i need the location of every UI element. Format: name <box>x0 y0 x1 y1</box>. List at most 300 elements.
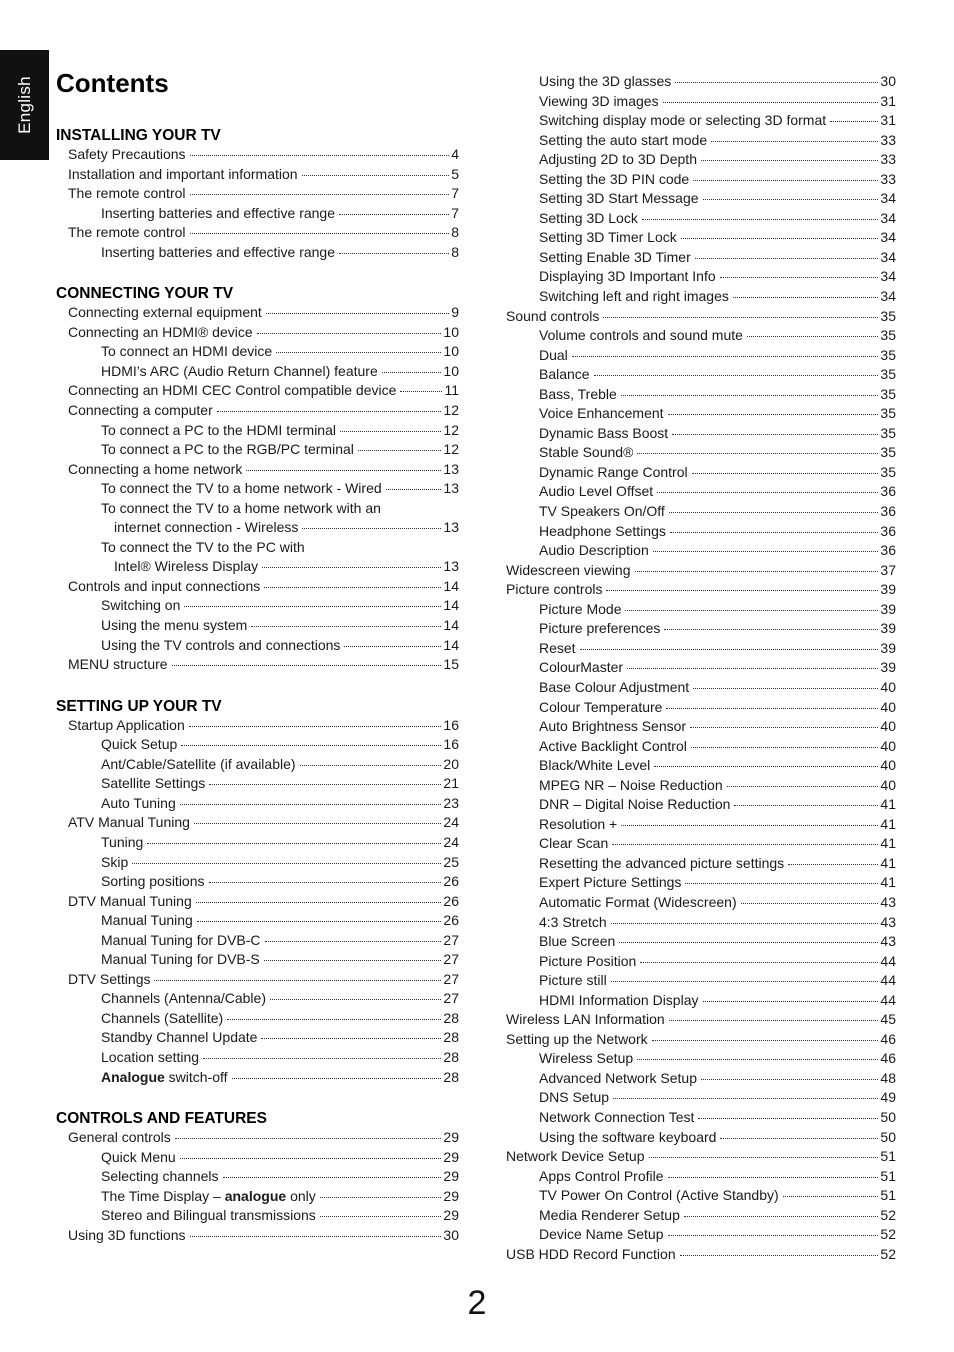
dot-leader <box>209 784 441 785</box>
toc-entry-page: 29 <box>443 1129 459 1146</box>
dot-leader <box>685 883 878 884</box>
toc-entry-page: 9 <box>451 304 459 321</box>
toc-entry-page: 45 <box>880 1011 896 1028</box>
toc-entry-label: Device Name Setup <box>539 1226 664 1243</box>
dot-leader <box>382 372 442 373</box>
toc-entry <box>506 1088 896 1108</box>
toc-entry-label: Using the TV controls and connections <box>101 636 341 653</box>
toc-entry-label: Balance <box>539 366 590 383</box>
toc-entry-page: 24 <box>443 833 459 850</box>
toc-entry-label: Tuning <box>101 833 144 850</box>
toc-entry-page: 7 <box>451 185 459 202</box>
toc-entry-page: 36 <box>880 522 896 539</box>
dot-leader <box>180 1158 442 1159</box>
toc-entry-page: 11 <box>444 382 459 399</box>
toc-entry-label: Location setting <box>101 1048 200 1065</box>
toc-entry-label: Using the menu system <box>101 617 248 634</box>
dot-leader <box>783 1196 879 1197</box>
toc-entry-label: The remote control <box>68 185 186 202</box>
toc-entry-emphasis: analogue <box>224 1187 287 1204</box>
toc-entry-page: 34 <box>880 248 896 265</box>
section-spacer <box>56 1087 459 1109</box>
toc-entry <box>506 893 896 913</box>
dot-leader <box>246 470 441 471</box>
toc-entry <box>506 131 896 151</box>
toc-entry-page: 36 <box>880 483 896 500</box>
toc-entry <box>506 267 896 287</box>
toc-entry-page: 26 <box>443 912 459 929</box>
toc-entry-page: 40 <box>880 678 896 695</box>
toc-entry <box>56 479 459 499</box>
dot-leader <box>703 1001 879 1002</box>
toc-entry <box>506 443 896 463</box>
toc-entry-page: 13 <box>443 558 459 575</box>
toc-entry-page: 10 <box>443 343 459 360</box>
dot-leader <box>703 199 879 200</box>
toc-entry <box>506 502 896 522</box>
toc-entry-page: 36 <box>880 542 896 559</box>
toc-entry-label: Dynamic Range Control <box>539 463 688 480</box>
toc-entry-label: General controls <box>68 1129 171 1146</box>
toc-entry-page: 15 <box>443 656 459 673</box>
toc-right-column <box>506 72 896 1264</box>
dot-leader <box>701 160 878 161</box>
dot-leader <box>668 1177 879 1178</box>
toc-entry-page: 40 <box>880 737 896 754</box>
toc-entry-label: Advanced Network Setup <box>539 1069 697 1086</box>
toc-entry-label: DNR – Digital Noise Reduction <box>539 796 731 813</box>
toc-entry <box>506 541 896 561</box>
toc-entry-label: Switching on <box>101 597 181 614</box>
dot-leader <box>668 414 879 415</box>
toc-entry-page: 39 <box>880 620 896 637</box>
toc-entry <box>506 170 896 190</box>
dot-leader <box>640 962 878 963</box>
toc-entry-label: Ant/Cable/Satellite (if available) <box>101 755 296 772</box>
toc-entry-label: MPEG NR – Noise Reduction <box>539 776 723 793</box>
toc-entry-page: 14 <box>443 617 459 634</box>
toc-entry-label: Connecting a home network <box>68 460 243 477</box>
toc-entry-label: Installation and important information <box>68 165 298 182</box>
dot-leader <box>649 1157 879 1158</box>
toc-entry-label: Blue Screen <box>539 933 616 950</box>
toc-entry <box>506 658 896 678</box>
dot-leader <box>681 238 879 239</box>
toc-entry-page: 46 <box>880 1050 896 1067</box>
toc-entry-page: 39 <box>880 639 896 656</box>
dot-leader <box>276 352 441 353</box>
toc-entry-page: 43 <box>880 933 896 950</box>
toc-entry-label: Wireless LAN Information <box>506 1011 665 1028</box>
toc-entry <box>56 557 459 577</box>
toc-entry-label: To connect an HDMI device <box>101 343 273 360</box>
dot-leader <box>154 980 441 981</box>
toc-entry <box>506 209 896 229</box>
section-heading: SETTING UP YOUR TV <box>56 697 222 715</box>
toc-entry <box>56 774 459 794</box>
dot-leader <box>698 1118 878 1119</box>
toc-entry-page: 12 <box>443 421 459 438</box>
toc-entry <box>56 616 459 636</box>
dot-leader <box>197 921 442 922</box>
toc-entry-page: 52 <box>880 1226 896 1243</box>
dot-leader <box>627 668 878 669</box>
toc-entry <box>56 931 459 951</box>
toc-entry-page: 52 <box>880 1245 896 1262</box>
dot-leader <box>339 214 449 215</box>
dot-leader <box>657 492 878 493</box>
toc-entry-label: Sorting positions <box>101 873 205 890</box>
toc-entry-page: 34 <box>880 229 896 246</box>
toc-entry <box>56 813 459 833</box>
toc-entry-label: Connecting an HDMI® device <box>68 323 253 340</box>
toc-entry-page: 8 <box>451 224 459 241</box>
toc-entry-label: Voice Enhancement <box>539 405 664 422</box>
toc-entry <box>56 303 459 323</box>
dot-leader <box>675 82 878 83</box>
toc-entry-label: Picture Mode <box>539 600 622 617</box>
dot-leader <box>572 356 879 357</box>
dot-leader <box>227 1019 441 1020</box>
dot-leader <box>690 727 878 728</box>
toc-entry-emphasis: Analogue <box>101 1068 165 1085</box>
toc-entry <box>506 346 896 366</box>
dot-leader <box>637 1059 878 1060</box>
dot-leader <box>257 333 442 334</box>
toc-entry-page: 51 <box>880 1167 896 1184</box>
dot-leader <box>720 277 879 278</box>
dot-leader <box>262 567 441 568</box>
dot-leader <box>611 981 879 982</box>
toc-entry-label: Startup Application <box>68 716 185 733</box>
page-number: 2 <box>467 1284 487 1322</box>
toc-entry <box>506 482 896 502</box>
toc-entry-label: TV Speakers On/Off <box>539 503 665 520</box>
toc-entry <box>506 463 896 483</box>
toc-entry <box>506 1225 896 1245</box>
dot-leader <box>693 180 878 181</box>
toc-entry-label: To connect the TV to a home network - Wired <box>101 480 382 497</box>
toc-entry-label: Setting the 3D PIN code <box>539 170 690 187</box>
toc-entry <box>506 991 896 1011</box>
dot-leader <box>611 923 879 924</box>
toc-entry-page: 35 <box>880 366 896 383</box>
dot-leader <box>663 102 879 103</box>
toc-entry-label: Controls and input connections <box>68 577 261 594</box>
toc-entry <box>506 639 896 659</box>
toc-entry <box>506 522 896 542</box>
toc-entry <box>506 737 896 757</box>
toc-entry-label: Quick Setup <box>101 736 178 753</box>
toc-entry-page: 34 <box>880 288 896 305</box>
dot-leader <box>830 121 878 122</box>
toc-entry <box>506 228 896 248</box>
toc-entry-label: internet connection - Wireless <box>114 519 299 536</box>
dot-leader <box>580 649 879 650</box>
toc-left-column <box>56 126 459 1245</box>
toc-entry <box>56 1128 459 1148</box>
toc-entry-page: 43 <box>880 913 896 930</box>
toc-entry-label: Inserting batteries and effective range <box>101 204 336 221</box>
toc-entry-label: Resolution + <box>539 815 618 832</box>
section-heading: INSTALLING YOUR TV <box>56 127 221 144</box>
toc-entry-page: 43 <box>880 893 896 910</box>
toc-entry <box>506 1030 896 1050</box>
toc-entry-page: 35 <box>880 463 896 480</box>
toc-entry <box>56 892 459 912</box>
dot-leader <box>300 765 442 766</box>
toc-entry-label: Dual <box>539 346 568 363</box>
toc-entry <box>56 460 459 480</box>
toc-entry <box>56 538 459 558</box>
toc-entry-page: 39 <box>880 659 896 676</box>
toc-entry <box>506 287 896 307</box>
toc-entry <box>506 365 896 385</box>
toc-entry-label: Satellite Settings <box>101 775 206 792</box>
toc-entry-page: 44 <box>880 952 896 969</box>
dot-leader <box>733 297 879 298</box>
toc-entry-label: Sound controls <box>506 307 600 324</box>
toc-entry-page: 31 <box>880 92 896 109</box>
toc-entry <box>506 385 896 405</box>
toc-entry <box>506 72 896 92</box>
toc-entry-label: Picture controls <box>506 581 603 598</box>
toc-entry <box>506 873 896 893</box>
toc-entry <box>56 145 459 165</box>
dot-leader <box>668 1235 879 1236</box>
toc-entry-page: 49 <box>880 1089 896 1106</box>
toc-entry <box>506 561 896 581</box>
toc-entry <box>56 518 459 538</box>
toc-entry-label: Using the software keyboard <box>539 1128 717 1145</box>
toc-entry <box>506 189 896 209</box>
dot-leader <box>194 823 442 824</box>
toc-entry <box>506 913 896 933</box>
toc-entry-page: 33 <box>880 151 896 168</box>
dot-leader <box>692 473 879 474</box>
toc-entry-label: 4:3 Stretch <box>539 913 607 930</box>
toc-entry <box>56 911 459 931</box>
toc-entry <box>56 165 459 185</box>
dot-leader <box>642 219 879 220</box>
toc-entry-label: Analogue switch-off <box>101 1068 228 1085</box>
toc-entry <box>56 1167 459 1187</box>
section-heading: CONTROLS AND FEATURES <box>56 1110 267 1128</box>
toc-entry <box>506 1147 896 1167</box>
toc-entry <box>56 243 459 263</box>
dot-leader <box>695 258 879 259</box>
dot-leader <box>788 864 878 865</box>
toc-entry <box>56 655 459 675</box>
toc-entry-page: 8 <box>451 243 459 260</box>
toc-entry-page: 20 <box>443 755 459 772</box>
dot-leader <box>603 317 878 318</box>
toc-entry-label: Picture preferences <box>539 620 661 637</box>
dot-leader <box>669 1020 879 1021</box>
toc-entry <box>56 872 459 892</box>
toc-entry <box>56 1048 459 1068</box>
toc-entry-label: To connect the TV to a home network with an <box>101 499 381 516</box>
toc-entry-page: 16 <box>443 736 459 753</box>
dot-leader <box>635 571 879 572</box>
dot-leader <box>669 512 879 513</box>
toc-entry-label: Expert Picture Settings <box>539 874 682 891</box>
dot-leader <box>264 587 441 588</box>
toc-entry <box>56 223 459 243</box>
toc-entry-label: Stereo and Bilingual transmissions <box>101 1207 316 1224</box>
toc-entry <box>506 1010 896 1030</box>
toc-entry <box>56 362 459 382</box>
toc-entry-label: Switching display mode or selecting 3D format <box>539 112 827 129</box>
toc-entry-page: 35 <box>880 307 896 324</box>
toc-entry-page: 34 <box>880 268 896 285</box>
toc-entry <box>506 619 896 639</box>
dot-leader <box>180 804 442 805</box>
toc-entry-label: Auto Brightness Sensor <box>539 718 687 735</box>
toc-entry <box>56 421 459 441</box>
toc-entry-label: Widescreen viewing <box>506 561 631 578</box>
toc-entry <box>506 932 896 952</box>
toc-entry <box>506 815 896 835</box>
toc-entry-page: 36 <box>880 503 896 520</box>
toc-entry-label: TV Power On Control (Active Standby) <box>539 1187 779 1204</box>
toc-entry-label: DNS Setup <box>539 1089 610 1106</box>
toc-entry <box>56 323 459 343</box>
toc-entry-page: 50 <box>880 1108 896 1125</box>
dot-leader <box>653 551 879 552</box>
toc-entry-label: Inserting batteries and effective range <box>101 243 336 260</box>
toc-entry-page: 39 <box>880 581 896 598</box>
dot-leader <box>666 708 878 709</box>
dot-leader <box>606 590 878 591</box>
dot-leader <box>621 395 879 396</box>
toc-entry <box>506 834 896 854</box>
toc-entry-page: 4 <box>451 146 459 162</box>
toc-entry <box>506 971 896 991</box>
toc-entry-page: 29 <box>443 1148 459 1165</box>
section-heading: CONNECTING YOUR TV <box>56 285 234 303</box>
toc-entry-label: DTV Manual Tuning <box>68 892 192 909</box>
toc-entry <box>56 1226 459 1246</box>
language-tab-label: English <box>14 76 34 134</box>
toc-entry-page: 27 <box>443 931 459 948</box>
toc-entry-page: 40 <box>880 757 896 774</box>
toc-entry <box>506 678 896 698</box>
toc-entry-page: 27 <box>443 951 459 968</box>
toc-entry-label: Setting Enable 3D Timer <box>539 248 691 265</box>
toc-entry-label: Picture still <box>539 972 607 989</box>
toc-entry-page: 44 <box>880 991 896 1008</box>
page-title: Contents <box>56 68 169 98</box>
toc-entry-page: 13 <box>443 519 459 536</box>
toc-entry-page: 30 <box>443 1226 459 1243</box>
dot-leader <box>251 626 441 627</box>
toc-entry <box>56 184 459 204</box>
toc-entry <box>56 577 459 597</box>
toc-entry-label: Setting 3D Lock <box>539 209 638 226</box>
dot-leader <box>711 141 878 142</box>
toc-entry-page: 29 <box>443 1187 459 1204</box>
toc-entry-label: To connect a PC to the HDMI terminal <box>101 421 336 438</box>
dot-leader <box>727 786 879 787</box>
toc-entry-label: The Time Display – analogue only <box>101 1187 316 1204</box>
toc-entry-page: 41 <box>880 796 896 813</box>
dot-leader <box>196 902 442 903</box>
dot-leader <box>223 1177 442 1178</box>
toc-entry <box>56 794 459 814</box>
dot-leader <box>339 253 449 254</box>
toc-entry-page: 33 <box>880 131 896 148</box>
toc-entry-label: Switching left and right images <box>539 288 729 305</box>
dot-leader <box>190 155 450 156</box>
toc-entry-page: 10 <box>443 362 459 379</box>
section-spacer <box>56 262 459 284</box>
toc-entry-label: Using 3D functions <box>68 1226 186 1243</box>
toc-entry-label: MENU structure <box>68 656 168 673</box>
toc-entry <box>56 1009 459 1029</box>
toc-entry-label: Setting 3D Timer Lock <box>539 229 677 246</box>
dot-leader <box>320 1197 442 1198</box>
toc-entry <box>56 636 459 656</box>
dot-leader <box>720 1138 878 1139</box>
dot-leader <box>261 1038 441 1039</box>
dot-leader <box>693 688 878 689</box>
toc-entry-label: HDMI Information Display <box>539 991 699 1008</box>
toc-entry <box>506 1128 896 1148</box>
toc-entry-page: 48 <box>880 1069 896 1086</box>
dot-leader <box>741 903 879 904</box>
toc-entry-page: 28 <box>443 1048 459 1065</box>
toc-entry-label: Channels (Satellite) <box>101 1009 224 1026</box>
section-spacer <box>56 675 459 697</box>
language-tab <box>0 50 49 160</box>
toc-entry-label: Quick Menu <box>101 1148 176 1165</box>
toc-entry <box>506 404 896 424</box>
toc-entry <box>506 1167 896 1187</box>
dot-leader <box>747 336 879 337</box>
toc-entry <box>56 970 459 990</box>
dot-leader <box>684 1216 879 1217</box>
toc-entry-page: 24 <box>443 814 459 831</box>
dot-leader <box>386 489 442 490</box>
dot-leader <box>652 1040 879 1041</box>
toc-entry-label: Viewing 3D images <box>539 92 659 109</box>
dot-leader <box>670 532 879 533</box>
toc-entry-page: 16 <box>443 716 459 733</box>
toc-entry <box>56 1206 459 1226</box>
toc-entry-label: Wireless Setup <box>539 1050 634 1067</box>
toc-entry-page: 13 <box>443 480 459 497</box>
toc-entry-label: ATV Manual Tuning <box>68 814 190 831</box>
toc-entry-label: Audio Level Offset <box>539 483 654 500</box>
toc-entry-label: Skip <box>101 853 129 870</box>
toc-entry-page: 52 <box>880 1206 896 1223</box>
toc-entry <box>56 853 459 873</box>
dot-leader <box>209 882 442 883</box>
toc-entry-label: Connecting an HDMI CEC Control compatible device <box>68 382 397 399</box>
toc-entry-page: 51 <box>880 1148 896 1165</box>
dot-leader <box>175 1138 442 1139</box>
toc-entry-label: Setting the auto start mode <box>539 131 708 148</box>
toc-entry <box>56 1187 459 1207</box>
toc-entry <box>506 1049 896 1069</box>
toc-entry <box>506 698 896 718</box>
toc-entry-label: Standby Channel Update <box>101 1029 258 1046</box>
toc-entry-label: DTV Settings <box>68 970 151 987</box>
toc-entry-page: 34 <box>880 190 896 207</box>
toc-entry-page: 35 <box>880 327 896 344</box>
toc-entry-label: Media Renderer Setup <box>539 1206 680 1223</box>
